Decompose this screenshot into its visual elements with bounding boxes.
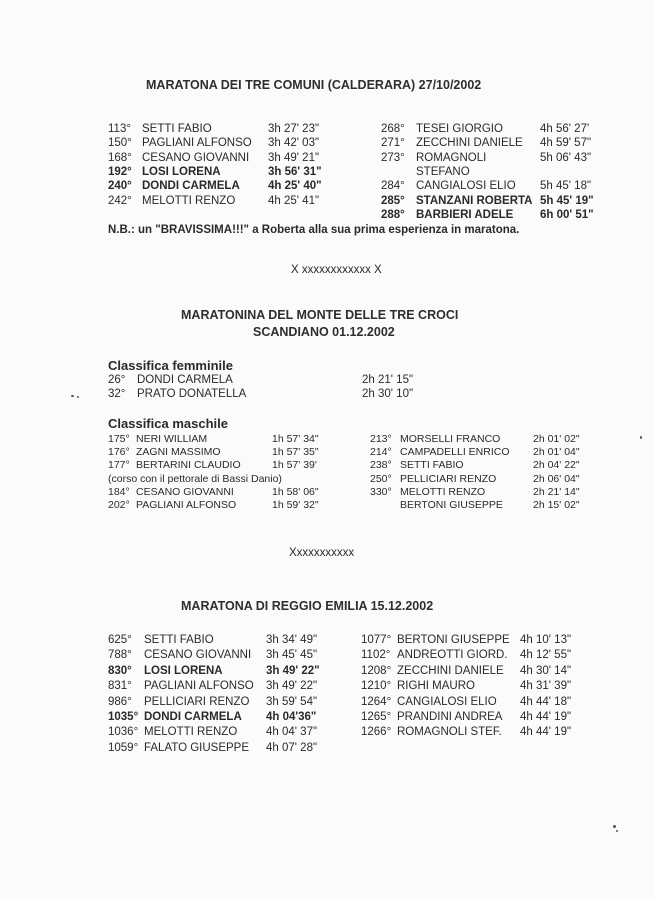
finish-time: 4h 04' 37" bbox=[266, 726, 318, 739]
runner-name: PELLICIARI RENZO bbox=[400, 472, 497, 485]
result-position: 192° bbox=[108, 165, 132, 178]
separator-1: X xxxxxxxxxxxx X bbox=[291, 264, 382, 276]
result-position: 830° bbox=[108, 664, 132, 677]
result-position: 32° bbox=[108, 388, 126, 400]
finish-time: 4h 10' 13" bbox=[520, 634, 572, 646]
finish-time: 2h 06' 04" bbox=[533, 472, 580, 485]
finish-time: 6h 00' 51" bbox=[540, 208, 594, 221]
result-position: 240° bbox=[108, 180, 132, 193]
finish-time: 3h 27' 23" bbox=[268, 123, 320, 135]
female-ranking-heading: Classifica femminile bbox=[108, 358, 233, 373]
runner-name: CESANO GIOVANNI bbox=[142, 151, 250, 164]
section2-title: MARATONINA DEL MONTE DELLE TRE CROCI bbox=[181, 308, 459, 322]
runner-name: BERTARINI CLAUDIO bbox=[136, 459, 241, 472]
runner-name: BERTONI GIUSEPPE bbox=[397, 634, 510, 646]
runner-name: ROMAGNOLI bbox=[416, 151, 487, 164]
result-position: 113° bbox=[108, 123, 131, 135]
result-position: 213° bbox=[370, 433, 392, 445]
runner-name: CANGIALOSI ELIO bbox=[416, 180, 516, 193]
section3-title: MARATONA DI REGGIO EMILIA 15.12.2002 bbox=[181, 599, 434, 613]
scan-speck bbox=[640, 436, 642, 439]
finish-time: 4h 59' 57" bbox=[540, 137, 592, 150]
finish-time: 1h 57' 35" bbox=[272, 446, 319, 459]
runner-name: PELLICIARI RENZO bbox=[144, 695, 250, 708]
finish-time: 3h 56' 31" bbox=[268, 165, 322, 178]
runner-name: ZAGNI MASSIMO bbox=[136, 446, 221, 459]
result-position: 176° bbox=[108, 446, 130, 459]
runner-name: PRATO DONATELLA bbox=[137, 388, 247, 400]
runner-name: ANDREOTTI GIORD. bbox=[397, 649, 508, 662]
result-note: (corso con il pettorale di Bassi Danio) bbox=[108, 472, 282, 485]
finish-time: 2h 15' 02" bbox=[533, 499, 580, 511]
result-position: 168° bbox=[108, 151, 132, 164]
finish-time: 3h 42' 03" bbox=[268, 137, 320, 150]
runner-name: MORSELLI FRANCO bbox=[400, 433, 501, 445]
runner-name: MELOTTI RENZO bbox=[400, 485, 486, 498]
result-position: 238° bbox=[370, 459, 392, 472]
section1-title: MARATONA DEI TRE COMUNI (CALDERARA) 27/10/2002 bbox=[146, 78, 482, 92]
runner-name: BARBIERI ADELE bbox=[416, 208, 514, 221]
runner-name: CANGIALOSI ELIO bbox=[397, 695, 497, 708]
runner-name: SETTI FABIO bbox=[400, 459, 464, 472]
runner-name: PAGLIANI ALFONSO bbox=[136, 499, 237, 511]
finish-time: 1h 57' 39' bbox=[272, 459, 317, 472]
section1-note: N.B.: un "BRAVISSIMA!!!" a Roberta alla sua prima esperienza in maratona. bbox=[108, 224, 520, 236]
scan-speck bbox=[613, 825, 616, 828]
result-position: 1035° bbox=[108, 711, 139, 723]
finish-time: 1h 57' 34" bbox=[272, 433, 319, 445]
finish-time: 4h 25' 40" bbox=[268, 180, 322, 193]
finish-time: 4h 56' 27' bbox=[540, 123, 590, 135]
finish-time: 2h 01' 02" bbox=[533, 433, 580, 445]
runner-name: SETTI FABIO bbox=[144, 634, 214, 646]
finish-time: 3h 59' 54" bbox=[266, 695, 318, 708]
finish-time: 4h 30' 14" bbox=[520, 664, 572, 677]
runner-name: ZECCHINI DANIELE bbox=[416, 137, 523, 150]
runner-name: DONDI CARMELA bbox=[142, 180, 240, 193]
result-position: 184° bbox=[108, 485, 130, 498]
finish-time: 4h 44' 19" bbox=[520, 711, 572, 723]
result-position: 1036° bbox=[108, 726, 139, 739]
result-position: 1208° bbox=[361, 664, 392, 677]
result-position: 26° bbox=[108, 374, 126, 386]
scan-speck bbox=[71, 395, 74, 397]
scan-speck bbox=[77, 396, 79, 398]
finish-time: 4h 04'36" bbox=[266, 711, 317, 723]
runner-name: CAMPADELLI ENRICO bbox=[400, 446, 510, 459]
runner-name: BERTONI GIUSEPPE bbox=[400, 499, 503, 511]
runner-name: PAGLIANI ALFONSO bbox=[144, 680, 254, 693]
result-position: 273° bbox=[381, 151, 405, 164]
runner-name: RIGHI MAURO bbox=[397, 680, 475, 693]
finish-time: 2h 01' 04" bbox=[533, 446, 580, 459]
runner-name: CESANO GIOVANNI bbox=[144, 649, 252, 662]
finish-time: 2h 21' 15" bbox=[362, 374, 414, 386]
runner-name: DONDI CARMELA bbox=[144, 711, 242, 723]
runner-name: LOSI LORENA bbox=[144, 664, 223, 677]
finish-time: 4h 12' 55" bbox=[520, 649, 572, 662]
result-position: 150° bbox=[108, 137, 132, 150]
runner-name: TESEI GIORGIO bbox=[416, 123, 503, 135]
finish-time: 3h 49' 22" bbox=[266, 664, 320, 677]
finish-time: 1h 58' 06" bbox=[272, 485, 319, 498]
runner-name: STANZANI ROBERTA bbox=[416, 194, 533, 207]
result-position: 271° bbox=[381, 137, 405, 150]
result-position: 1077° bbox=[361, 634, 392, 646]
result-position: 1210° bbox=[361, 680, 392, 693]
finish-time: 3h 49' 22" bbox=[266, 680, 318, 693]
result-position: 175° bbox=[108, 433, 130, 445]
finish-time: 3h 49' 21" bbox=[268, 151, 320, 164]
finish-time: 5h 06' 43" bbox=[540, 151, 592, 164]
runner-name: LOSI LORENA bbox=[142, 165, 221, 178]
finish-time: 4h 31' 39" bbox=[520, 680, 572, 693]
runner-name: NERI WILLIAM bbox=[136, 433, 208, 445]
result-position: 214° bbox=[370, 446, 392, 459]
runner-name: FALATO GIUSEPPE bbox=[144, 741, 250, 754]
result-position: 288° bbox=[381, 208, 405, 221]
section2-subtitle: SCANDIANO 01.12.2002 bbox=[253, 325, 395, 339]
runner-name: SETTI FABIO bbox=[142, 123, 212, 135]
runner-name: MELOTTI RENZO bbox=[144, 726, 238, 739]
finish-time: 3h 34' 49" bbox=[266, 634, 318, 646]
finish-time: 1h 59' 32" bbox=[272, 499, 319, 511]
finish-time: 2h 30' 10" bbox=[362, 388, 414, 400]
result-position: 1059° bbox=[108, 741, 139, 754]
male-ranking-heading: Classifica maschile bbox=[108, 416, 228, 431]
result-position: 1102° bbox=[361, 649, 391, 662]
finish-time: 4h 07' 28" bbox=[266, 741, 318, 754]
runner-name: PAGLIANI ALFONSO bbox=[142, 137, 252, 150]
result-position: 284° bbox=[381, 180, 405, 193]
runner-name: ZECCHINI DANIELE bbox=[397, 664, 504, 677]
result-position: 788° bbox=[108, 649, 132, 662]
result-position: 1264° bbox=[361, 695, 392, 708]
finish-time: 5h 45' 18" bbox=[540, 180, 592, 193]
finish-time: 5h 45' 19" bbox=[540, 194, 594, 207]
separator-2: Xxxxxxxxxxx bbox=[289, 547, 355, 559]
finish-time: 4h 25' 41" bbox=[268, 194, 320, 207]
result-position: 202° bbox=[108, 499, 130, 511]
scan-speck bbox=[616, 830, 618, 832]
finish-time: 3h 45' 45" bbox=[266, 649, 318, 662]
runner-name: PRANDINI ANDREA bbox=[397, 711, 503, 723]
result-position: 831° bbox=[108, 680, 132, 693]
result-position: 986° bbox=[108, 695, 132, 708]
result-position: 330° bbox=[370, 485, 392, 498]
result-position: 285° bbox=[381, 194, 405, 207]
runner-name: MELOTTI RENZO bbox=[142, 194, 236, 207]
result-position: 250° bbox=[370, 472, 392, 485]
runner-name: STEFANO bbox=[416, 165, 470, 178]
finish-time: 2h 04' 22" bbox=[533, 459, 580, 472]
runner-name: ROMAGNOLI STEF. bbox=[397, 726, 502, 739]
runner-name: DONDI CARMELA bbox=[137, 374, 233, 386]
result-position: 625° bbox=[108, 634, 132, 646]
finish-time: 4h 44' 19" bbox=[520, 726, 572, 739]
result-position: 1265° bbox=[361, 711, 392, 723]
result-position: 268° bbox=[381, 123, 405, 135]
result-position: 242° bbox=[108, 194, 132, 207]
finish-time: 2h 21' 14" bbox=[533, 485, 580, 498]
runner-name: CESANO GIOVANNI bbox=[136, 485, 234, 498]
result-position: 177° bbox=[108, 459, 130, 472]
result-position: 1266° bbox=[361, 726, 392, 739]
finish-time: 4h 44' 18" bbox=[520, 695, 572, 708]
